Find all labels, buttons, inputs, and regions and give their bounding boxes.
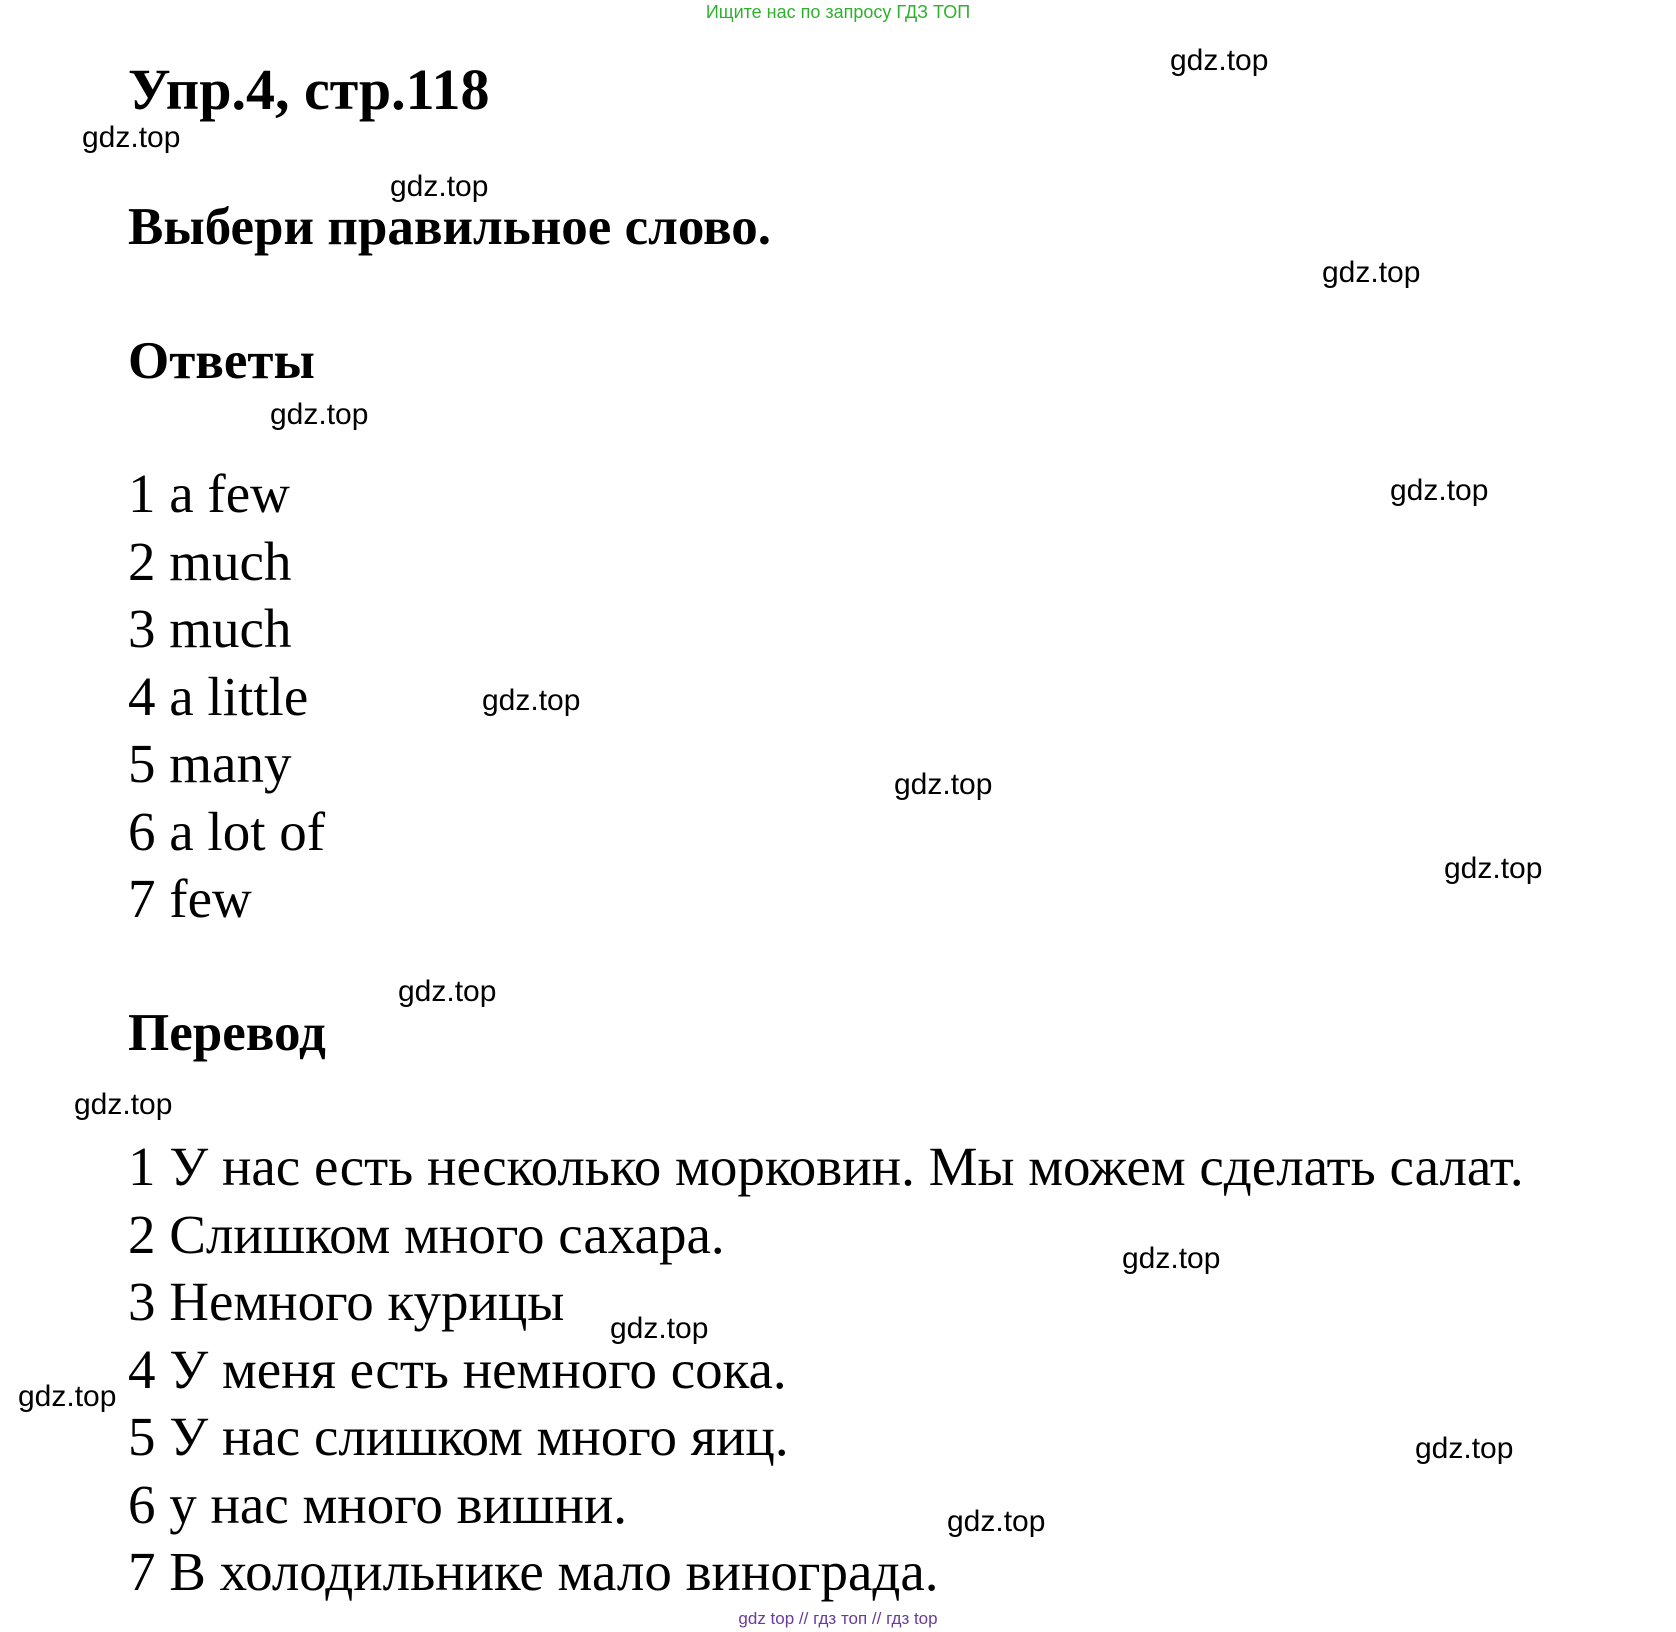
- translation-list: [128, 1133, 1524, 1606]
- answer-item: 1 a few: [128, 463, 290, 524]
- translation-item: 5 У нас слишком много яиц.: [128, 1406, 789, 1467]
- top-banner: Ищите нас по запросу ГДЗ ТОП: [705, 2, 971, 22]
- watermark: gdz.top: [390, 170, 489, 203]
- answer-item: 4 a little: [128, 665, 309, 727]
- translation-item: 1 У нас есть несколько морковин. Мы можем сделать салат.: [128, 1136, 1524, 1197]
- watermark: gdz.top: [1444, 852, 1543, 885]
- answer-item: 5 many: [128, 733, 292, 794]
- translation-item: 3 Немного курицы: [128, 1271, 565, 1332]
- answer-item: 2 much: [128, 530, 292, 592]
- translation-heading: Перевод: [128, 1004, 326, 1062]
- watermark: gdz.top: [398, 975, 497, 1008]
- watermark: gdz.top: [1122, 1242, 1221, 1275]
- answers-list: [128, 460, 325, 933]
- watermark: gdz.top: [1415, 1432, 1514, 1465]
- translation-item: 2 Слишком много сахара.: [128, 1203, 725, 1265]
- bottom-banner: gdz top // гдз топ // гдз top: [738, 1609, 938, 1628]
- watermark: gdz.top: [18, 1380, 117, 1413]
- task-instruction: Выбери правильное слово.: [128, 198, 772, 256]
- watermark: gdz.top: [1170, 44, 1269, 77]
- page-title: Упр.4, стр.118: [128, 57, 490, 122]
- translation-item: 4 У меня есть немного сока.: [128, 1338, 787, 1400]
- watermark: gdz.top: [74, 1088, 173, 1121]
- watermark: gdz.top: [610, 1312, 709, 1345]
- watermark: gdz.top: [1322, 256, 1421, 289]
- translation-item: 7 В холодильнике мало винограда.: [128, 1541, 939, 1602]
- answer-item: 7 few: [128, 868, 252, 929]
- watermark: gdz.top: [947, 1505, 1046, 1538]
- watermark: gdz.top: [270, 398, 369, 431]
- watermark: gdz.top: [894, 768, 993, 801]
- answer-item: 3 much: [128, 598, 292, 659]
- watermark: gdz.top: [82, 121, 181, 154]
- watermark: gdz.top: [1390, 474, 1489, 507]
- translation-item: 6 у нас много вишни.: [128, 1473, 628, 1535]
- answers-heading: Ответы: [128, 332, 315, 390]
- answer-item: 6 a lot of: [128, 800, 326, 862]
- watermark: gdz.top: [482, 684, 581, 717]
